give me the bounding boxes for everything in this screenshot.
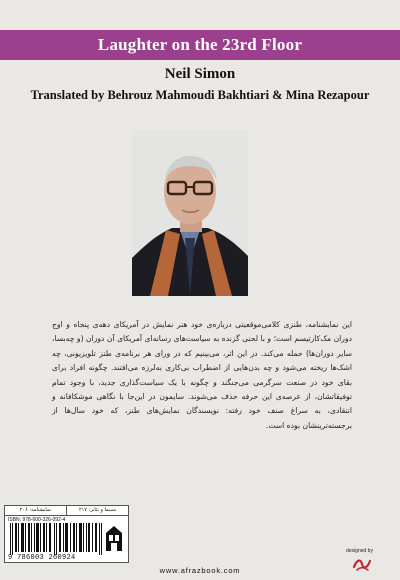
designed-by-label: designed by (346, 548, 373, 554)
translators-line: Translated by Behrouz Mahmoudi Bakhtiari & Mina Rezapour (30, 88, 370, 102)
publisher-logo-icon (103, 523, 125, 555)
barcode-icon (10, 523, 102, 555)
publisher-website: www.afrazbook.com (159, 566, 241, 575)
description-text: این نمایشنامه، طنزی کلامی‌موقعیتی درباره‌ی خود هنر نمایش در آمریکای دهه‌ی پنجاه و اوج دوران مک‌کارتیسم است؛ و با لحنی گزنده به سیاست‌های رسانه‌ای آمریکای آن دوران (و چه‌بسا، سایر دوران‌ها) حمله می‌کند. در این اثر، می‌بینیم که در ورای هر برنامه‌ی طنز تلویزیونی، چه اشک‌ها ریخته می‌شود و چه بدن‌هایی از اضطراب بی‌کاری به‌لرزه می‌افتند. چگونه افراد برای بقای خود در صنعت سرگرمی می‌جنگند و چگونه با یک سیاست‌گذاری جدید، با وجود تمام توفیقاتشان، از عرصه‌ی این حرفه حذف می‌شوند. سایمون در این‌جا با نگاهی موشکافانه و انتقادی، به سراغ صنف خود رفته: نویسندگان نمایش‌های طنز، که خود سال‌ها از برجسته‌ترینشان بوده است. (52, 320, 352, 430)
series-label: سینما و تئاتر: ۲۱۷ (78, 507, 117, 513)
play-number: نمایشنامه: ۲۰۶ (5, 506, 67, 515)
barcode-label (4, 505, 129, 563)
catalog-row (5, 506, 128, 516)
book-description (52, 318, 352, 433)
book-title: Laughter on the 23rd Floor (97, 35, 303, 54)
author-photo (132, 130, 248, 296)
title-bar (0, 30, 400, 60)
barcode-digits: 9 786003 260924 (8, 554, 76, 562)
isbn-text: ISBN: 978-600-326-092-4 (8, 517, 66, 523)
author-name: Neil Simon (164, 66, 236, 82)
